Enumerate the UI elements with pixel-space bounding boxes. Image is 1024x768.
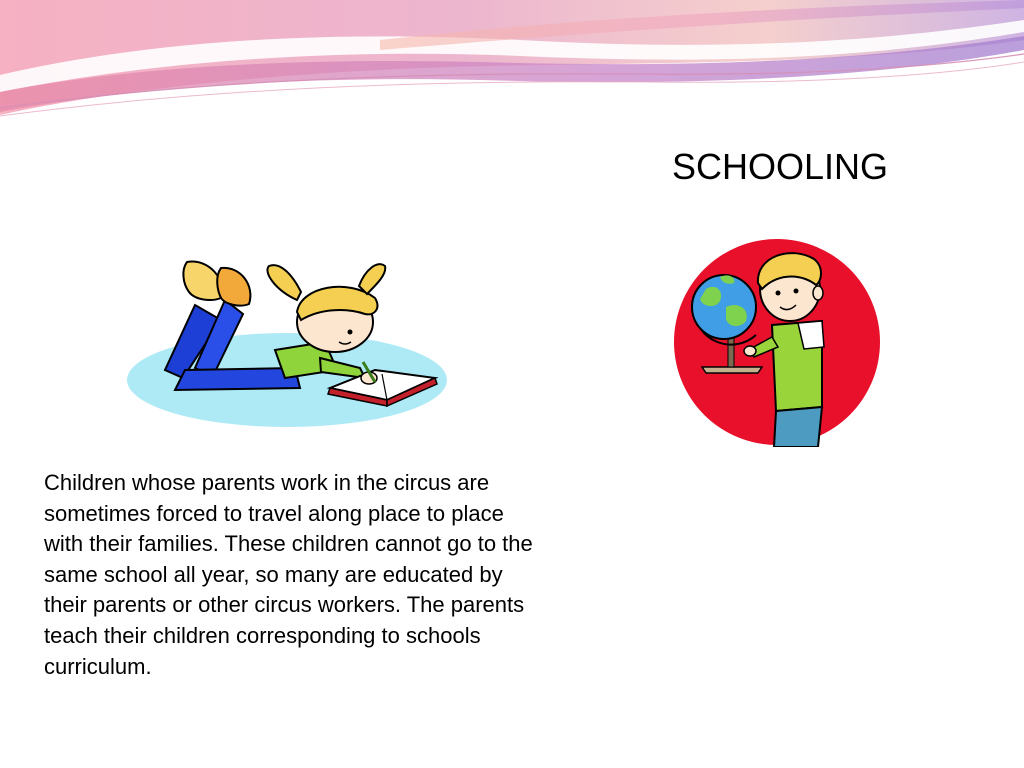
header-wave-decoration (0, 0, 1024, 130)
slide-title: SCHOOLING (671, 146, 889, 187)
body-paragraph: Children whose parents work in the circus are sometimes forced to travel along place to place with their families. These children cannot go to the same school all year, so many are educated by their parents or other circus workers. The parents teach their children corresponding to schools curriculum. (44, 470, 533, 679)
girl-reading-clipart (125, 250, 455, 430)
boy-with-globe-clipart (672, 237, 882, 447)
